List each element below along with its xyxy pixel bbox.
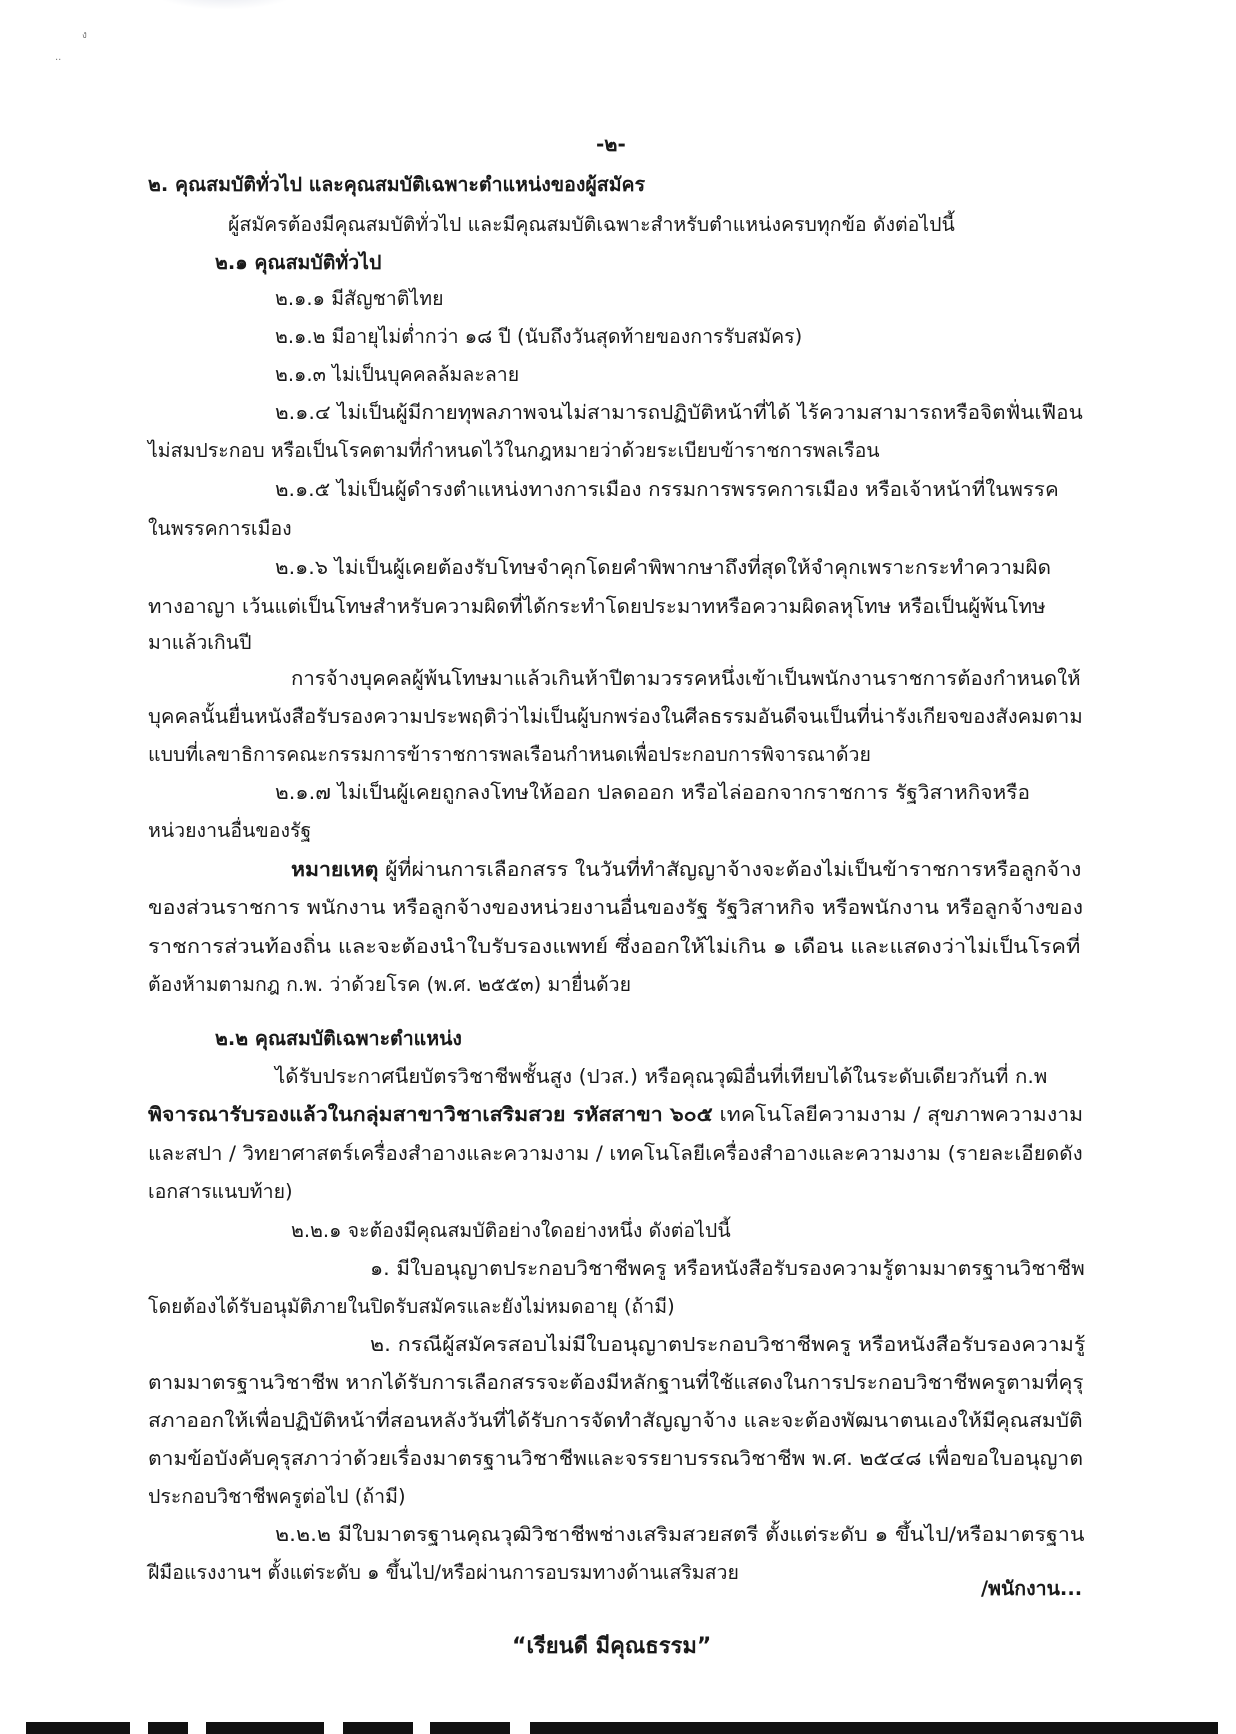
body-text: ๒.๑.๔ ไม่เป็นผู้มีกายทุพลภาพจนไม่สามารถปฏิบัติหน้าที่ได้ ไร้ความสามารถหรือจิตฟั่นเฟือน [275, 401, 1083, 424]
text-line [148, 1446, 1083, 1472]
text-line [275, 555, 1051, 581]
body-text: ไม่สมประกอบ หรือเป็นโรคตามที่กำหนดไว้ในกฎหมายว่าด้วยระเบียบข้าราชการพลเรือน [148, 439, 880, 462]
body-text: ราชการส่วนท้องถิ่น และจะต้องนำใบรับรองแพทย์ ซึ่งออกให้ไม่เกิน ๑ เดือน และแสดงว่าไม่เป็นโรคที่ [148, 935, 1081, 958]
bold-text: ๒. คุณสมบัติทั่วไป และคุณสมบัติเฉพาะตำแหน่งของผู้สมัคร [148, 173, 646, 196]
body-text: ของส่วนราชการ พนักงาน หรือลูกจ้างของหน่วยงานอื่นของรัฐ รัฐวิสาหกิจ หรือพนักงาน หรือลูกจ้างของ [148, 896, 1084, 919]
body-text: ๒.๑.๓ ไม่เป็นบุคคลล้มละลาย [275, 363, 520, 386]
scan-smudge [150, 0, 300, 10]
body-text: การจ้างบุคคลผู้พ้นโทษมาแล้วเกินห้าปีตามวรรคหนึ่งเข้าเป็นพนักงานราชการต้องกำหนดให้ [291, 667, 1081, 690]
text-line [228, 212, 955, 238]
body-text: ๒.๑.๒ มีอายุไม่ต่ำกว่า ๑๘ ปี (นับถึงวันสุดท้ายของการรับสมัคร) [275, 325, 803, 348]
text-line [148, 1294, 675, 1320]
text-line [275, 400, 1083, 426]
text-line [291, 857, 1081, 883]
text-line [275, 1064, 1047, 1090]
text-line [148, 934, 1080, 960]
body-text: ผู้สมัครต้องมีคุณสมบัติทั่วไป และมีคุณสมบัติเฉพาะสำหรับตำแหน่งครบทุกข้อ ดังต่อไปนี้ [228, 213, 955, 236]
text-line [275, 286, 444, 312]
body-text: และสปา / วิทยาศาสตร์เครื่องสำอางและความงาม / เทคโนโลยีเครื่องสำอางและความงาม (รายละเอียดดัง [148, 1142, 1083, 1165]
continuation-marker: /พนักงาน... [981, 1577, 1083, 1600]
text-line [275, 780, 1030, 806]
body-text: ในพรรคการเมือง [148, 517, 292, 540]
body-text: ฝีมือแรงงานฯ ตั้งแต่ระดับ ๑ ขึ้นไป/หรือผ่านการอบรมทางด้านเสริมสวย [148, 1561, 739, 1584]
body-text: ได้รับประกาศนียบัตรวิชาชีพชั้นสูง (ปวส.) หรือคุณวุฒิอื่นที่เทียบได้ในระดับเดียวกันที่ ก.พ [275, 1065, 1048, 1088]
body-text: ตามข้อบังคับคุรุสภาว่าด้วยเรื่องมาตรฐานวิชาชีพและจรรยาบรรณวิชาชีพ พ.ศ. ๒๕๔๘ เพื่อขอใบอนุญาต [148, 1447, 1084, 1470]
body-text: ๒.๑.๖ ไม่เป็นผู้เคยต้องรับโทษจำคุกโดยคำพิพากษาถึงที่สุดให้จำคุกเพราะกระทำความผิด [275, 556, 1052, 579]
body-text: โดยต้องได้รับอนุมัติภายในปิดรับสมัครและยังไม่หมดอายุ (ถ้ามี) [148, 1295, 675, 1318]
text-line [148, 172, 645, 198]
text-line [148, 438, 880, 464]
text-line [215, 250, 381, 276]
body-text: ต้องห้ามตามกฎ ก.พ. ว่าด้วยโรค (พ.ศ. ๒๕๕๓) มายื่นด้วย [148, 973, 632, 996]
body-text: ๒.๒.๒ มีใบมาตรฐานคุณวุฒิวิชาชีพช่างเสริมสวยสตรี ตั้งแต่ระดับ ๑ ขึ้นไป/หรือมาตรฐาน [275, 1523, 1085, 1546]
text-line [148, 1102, 1083, 1128]
body-text: ๒.๑.๕ ไม่เป็นผู้ดำรงตำแหน่งทางการเมือง กรรมการพรรคการเมือง หรือเจ้าหน้าที่ในพรรค [275, 478, 1059, 501]
text-line [148, 1484, 406, 1510]
body-text: มาแล้วเกินปี [148, 631, 252, 654]
text-line [148, 1179, 293, 1205]
body-text: แบบที่เลขาธิการคณะกรรมการข้าราชการพลเรือนกำหนดเพื่อประกอบการพิจารณาด้วย [148, 743, 871, 766]
body-text: ๑. มีใบอนุญาตประกอบวิชาชีพครู หรือหนังสือรับรองความรู้ตามมาตรฐานวิชาชีพ [370, 1257, 1085, 1280]
scan-mark: ง [82, 30, 87, 41]
text-line [148, 1370, 1083, 1396]
body-text: ๒.๒.๑ จะต้องมีคุณสมบัติอย่างใดอย่างหนึ่ง ดังต่อไปนี้ [291, 1219, 731, 1242]
text-line [275, 1522, 1085, 1548]
scan-mark: ·· [55, 55, 62, 66]
body-text: ๒.๑.๑ มีสัญชาติไทย [275, 287, 444, 310]
body-text: สภาออกให้เพื่อปฏิบัติหน้าที่สอนหลังวันที่ได้รับการจัดทำสัญญาจ้าง และจะต้องพัฒนาตนเองให้มีคุณสมบัติ [148, 1409, 1083, 1432]
text-line [275, 477, 1059, 503]
text-line [215, 1026, 462, 1052]
text-line [148, 704, 1083, 730]
text-line [148, 516, 292, 542]
bold-text: ๒.๒ คุณสมบัติเฉพาะตำแหน่ง [215, 1027, 462, 1050]
body-text: ตามมาตรฐานวิชาชีพ หากได้รับการเลือกสรรจะต้องมีหลักฐานที่ใช้แสดงในการประกอบวิชาชีพครูตามที่คุรุ [148, 1371, 1084, 1394]
bold-text: พิจารณารับรองแล้วใน [148, 1103, 353, 1126]
text-line [291, 666, 1081, 692]
body-text: ๒. กรณีผู้สมัครสอบไม่มีใบอนุญาตประกอบวิชาชีพครู หรือหนังสือรับรองความรู้ [370, 1333, 1086, 1356]
body-text: เทคโนโลยีความงาม / สุขภาพความงาม [712, 1103, 1084, 1126]
text-line [148, 594, 1046, 620]
body-text: ทางอาญา เว้นแต่เป็นโทษสำหรับความผิดที่ได้กระทำโดยประมาทหรือความผิดลหุโทษ หรือเป็นผู้พ้นโทษ [148, 595, 1046, 618]
text-line [291, 1218, 731, 1244]
body-text: ผู้ที่ผ่านการเลือกสรร ในวันที่ทำสัญญาจ้างจะต้องไม่เป็นข้าราชการหรือลูกจ้าง [378, 858, 1082, 881]
text-line [148, 630, 251, 656]
text-line [275, 362, 519, 388]
body-text: เอกสารแนบท้าย) [148, 1180, 293, 1203]
body-text: ประกอบวิชาชีพครูต่อไป (ถ้ามี) [148, 1485, 406, 1508]
text-line [148, 1408, 1083, 1434]
scan-edge-bar [343, 1722, 413, 1734]
body-text: บุคคลนั้นยื่นหนังสือรับรองความประพฤติว่าไม่เป็นผู้บกพร่องในศีลธรรมอันดีจนเป็นที่น่ารังเกียจของสังคมตาม [148, 705, 1083, 728]
body-text: ๒.๑.๗ ไม่เป็นผู้เคยถูกลงโทษให้ออก ปลดออก หรือไล่ออกจากราชการ รัฐวิสาหกิจหรือ [275, 781, 1031, 804]
bold-text: หมายเหตุ [291, 858, 379, 881]
school-motto: “เรียนดี มีคุณธรรม” [512, 1634, 712, 1659]
text-line [148, 1560, 739, 1586]
scan-edge-bar [148, 1722, 188, 1734]
page-number: -๒- [596, 132, 626, 156]
scan-edge-bar [530, 1722, 1218, 1734]
bold-text: ๒.๑ คุณสมบัติทั่วไป [215, 251, 382, 274]
text-line [148, 818, 311, 844]
text-line [148, 1141, 1083, 1167]
scan-edge-bar [26, 1722, 130, 1734]
text-line [148, 972, 631, 998]
scan-edge-bar [206, 1722, 324, 1734]
text-line [275, 324, 802, 350]
text-line [370, 1332, 1085, 1358]
body-text: หน่วยงานอื่นของรัฐ [148, 819, 312, 842]
bold-text: กลุ่มสาขาวิชาเสริมสวย รหัสสาขา ๖๐๕ [352, 1103, 713, 1126]
scan-edge-bar [430, 1722, 510, 1734]
text-line [370, 1256, 1085, 1282]
text-line [148, 895, 1083, 921]
text-line [148, 742, 871, 768]
